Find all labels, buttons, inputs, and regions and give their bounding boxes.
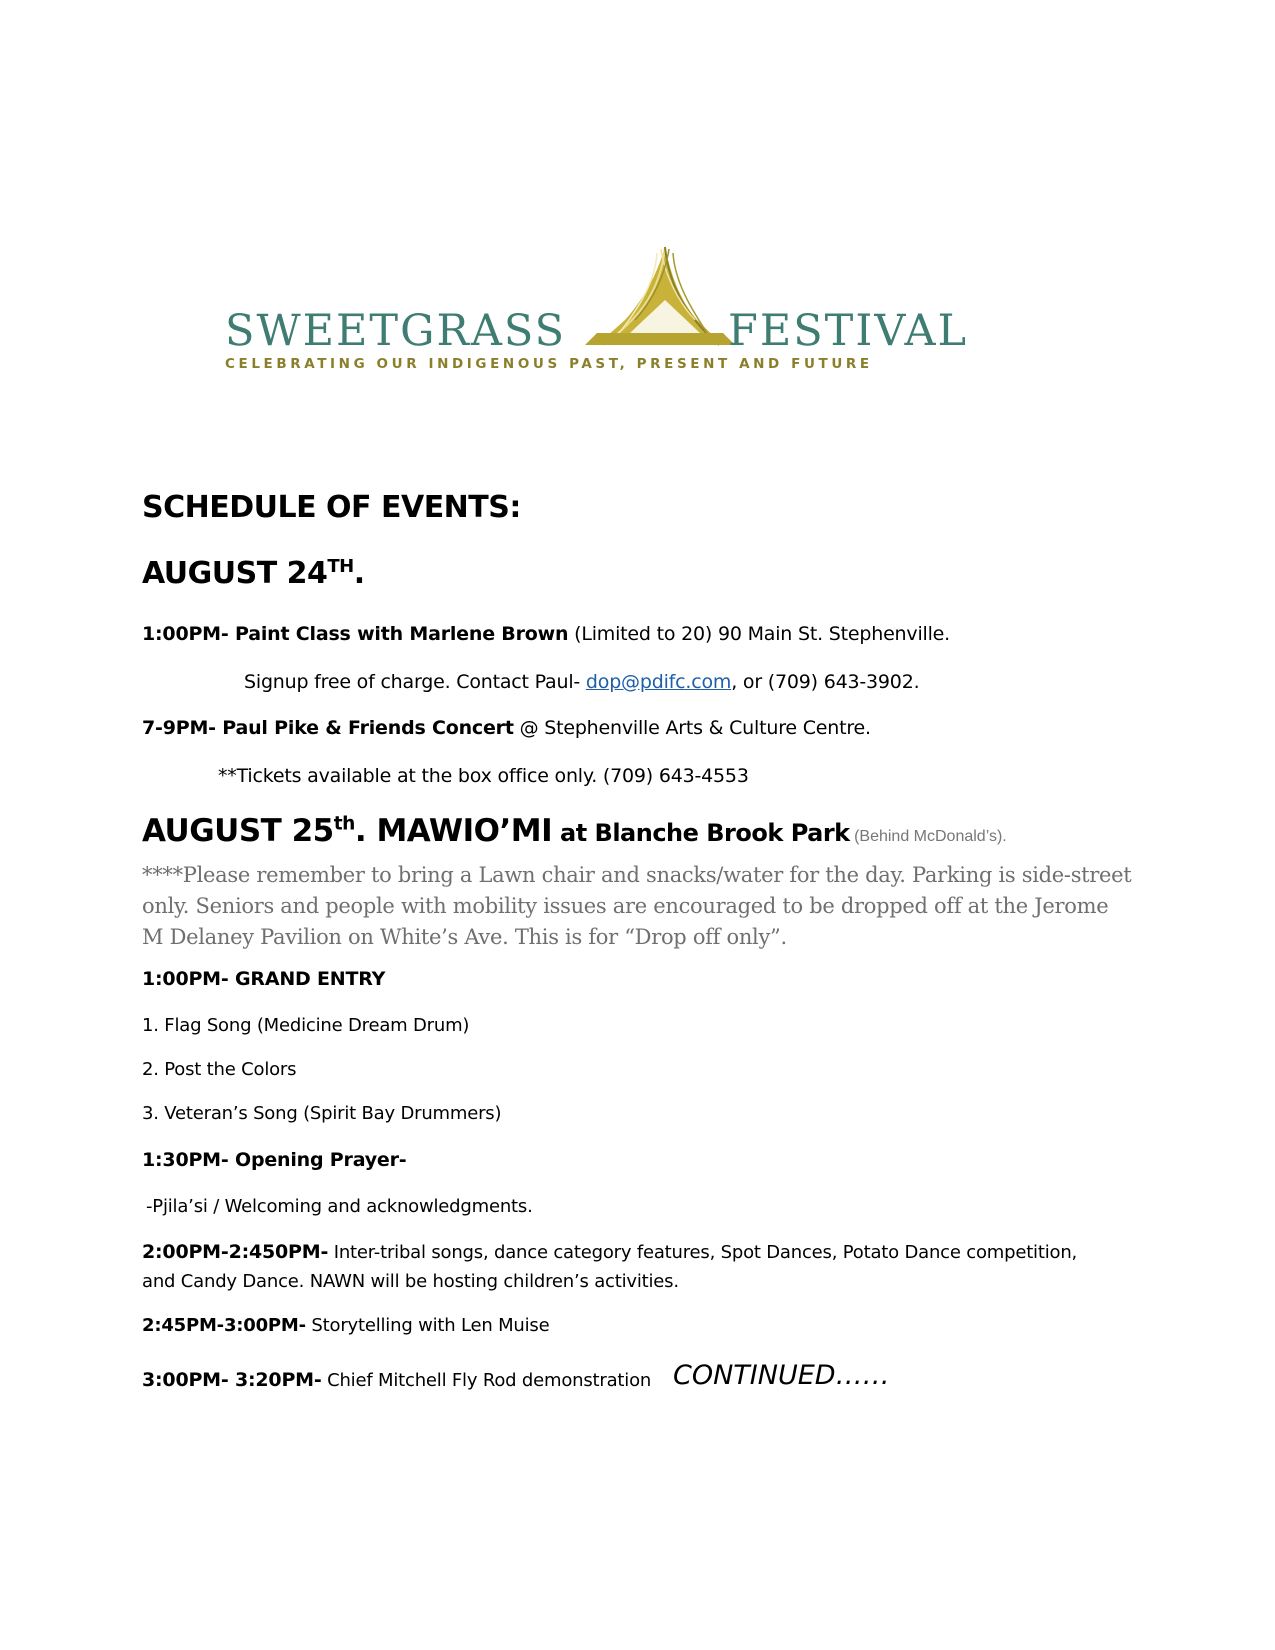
opening-prayer xyxy=(142,1149,406,1171)
event-paint-class xyxy=(142,623,950,645)
sweetgrass-festival-logo xyxy=(225,245,1005,375)
signup-line xyxy=(244,671,919,693)
event-title: Paint Class with Marlene Brown xyxy=(228,623,569,645)
day2-header xyxy=(142,813,1007,849)
event-details: @ Stephenville Arts & Culture Centre. xyxy=(513,717,871,739)
event-details: (Limited to 20) 90 Main St. Stephenville. xyxy=(568,623,951,645)
event-fly-rod xyxy=(142,1369,651,1391)
logo-name-right: FESTIVAL xyxy=(728,306,969,356)
schedule-heading: SCHEDULE OF EVENTS: xyxy=(142,490,521,525)
email-link[interactable]: dop@pdifc.com xyxy=(585,671,732,693)
event-time: 2:45PM-3:00PM- xyxy=(142,1315,306,1336)
event-title: Chief Mitchell Fly Rod demonstration xyxy=(321,1370,652,1391)
logo-name-left: SWEETGRASS xyxy=(225,306,567,356)
event-intertribal xyxy=(142,1241,1077,1263)
event-time: 1:00PM- xyxy=(142,968,229,990)
day2-date-suffix: th xyxy=(333,813,355,835)
signup-prefix: Signup free of charge. Contact Paul- xyxy=(244,671,586,693)
signup-suffix: , or (709) 643-3902. xyxy=(731,671,920,693)
list-item: 3. Veteran’s Song (Spirit Bay Drummers) xyxy=(142,1103,502,1124)
day2-location-note: (Behind McDonald’s). xyxy=(849,828,1007,845)
event-time: 3:00PM- 3:20PM- xyxy=(142,1369,322,1391)
day2-date-end: . MAWIO’MI xyxy=(354,813,553,849)
event-time: 1:30PM- xyxy=(142,1149,229,1171)
event-title: Storytelling with Len Muise xyxy=(305,1315,550,1336)
day1-date-suffix: TH xyxy=(327,556,354,577)
event-intertribal-cont: and Candy Dance. NAWN will be hosting children’s activities. xyxy=(142,1271,679,1292)
continued-label: CONTINUED…… xyxy=(673,1360,890,1391)
grand-entry xyxy=(142,968,385,990)
day1-date-end: . xyxy=(353,556,365,591)
sweetgrass-emblem-icon xyxy=(585,247,735,345)
welcome-note: -Pjila’si / Welcoming and acknowledgments. xyxy=(146,1196,533,1217)
event-details: Inter-tribal songs, dance category features, Spot Dances, Potato Dance competition, xyxy=(328,1242,1078,1263)
day2-location: at Blanche Brook Park xyxy=(552,819,850,847)
event-time: 1:00PM- xyxy=(142,623,229,645)
event-title: GRAND ENTRY xyxy=(228,968,386,990)
day1-date xyxy=(142,556,365,591)
event-time: 7-9PM- xyxy=(142,717,216,739)
logo-tagline: CELEBRATING OUR INDIGENOUS PAST, PRESENT AND FUTURE xyxy=(225,356,873,372)
event-title: Paul Pike & Friends Concert xyxy=(215,717,514,739)
event-storytelling xyxy=(142,1315,550,1336)
list-item: 1. Flag Song (Medicine Dream Drum) xyxy=(142,1015,470,1036)
day2-notice: ****Please remember to bring a Lawn chair and snacks/water for the day. Parking is side-street only. Seniors and people with mobility issues are encouraged to be dropped off at the Jerome M Delaney Pavilion on White’s Ave. This is for “Drop off only”. xyxy=(142,863,1132,949)
day1-date-text: AUGUST 24 xyxy=(142,556,328,591)
event-concert xyxy=(142,717,871,739)
event-title: Opening Prayer- xyxy=(228,1149,407,1171)
list-item: 2. Post the Colors xyxy=(142,1059,297,1080)
event-time: 2:00PM-2:450PM- xyxy=(142,1241,329,1263)
tickets-note: **Tickets available at the box office only. (709) 643-4553 xyxy=(218,765,749,787)
day2-date-text: AUGUST 25 xyxy=(142,813,334,849)
